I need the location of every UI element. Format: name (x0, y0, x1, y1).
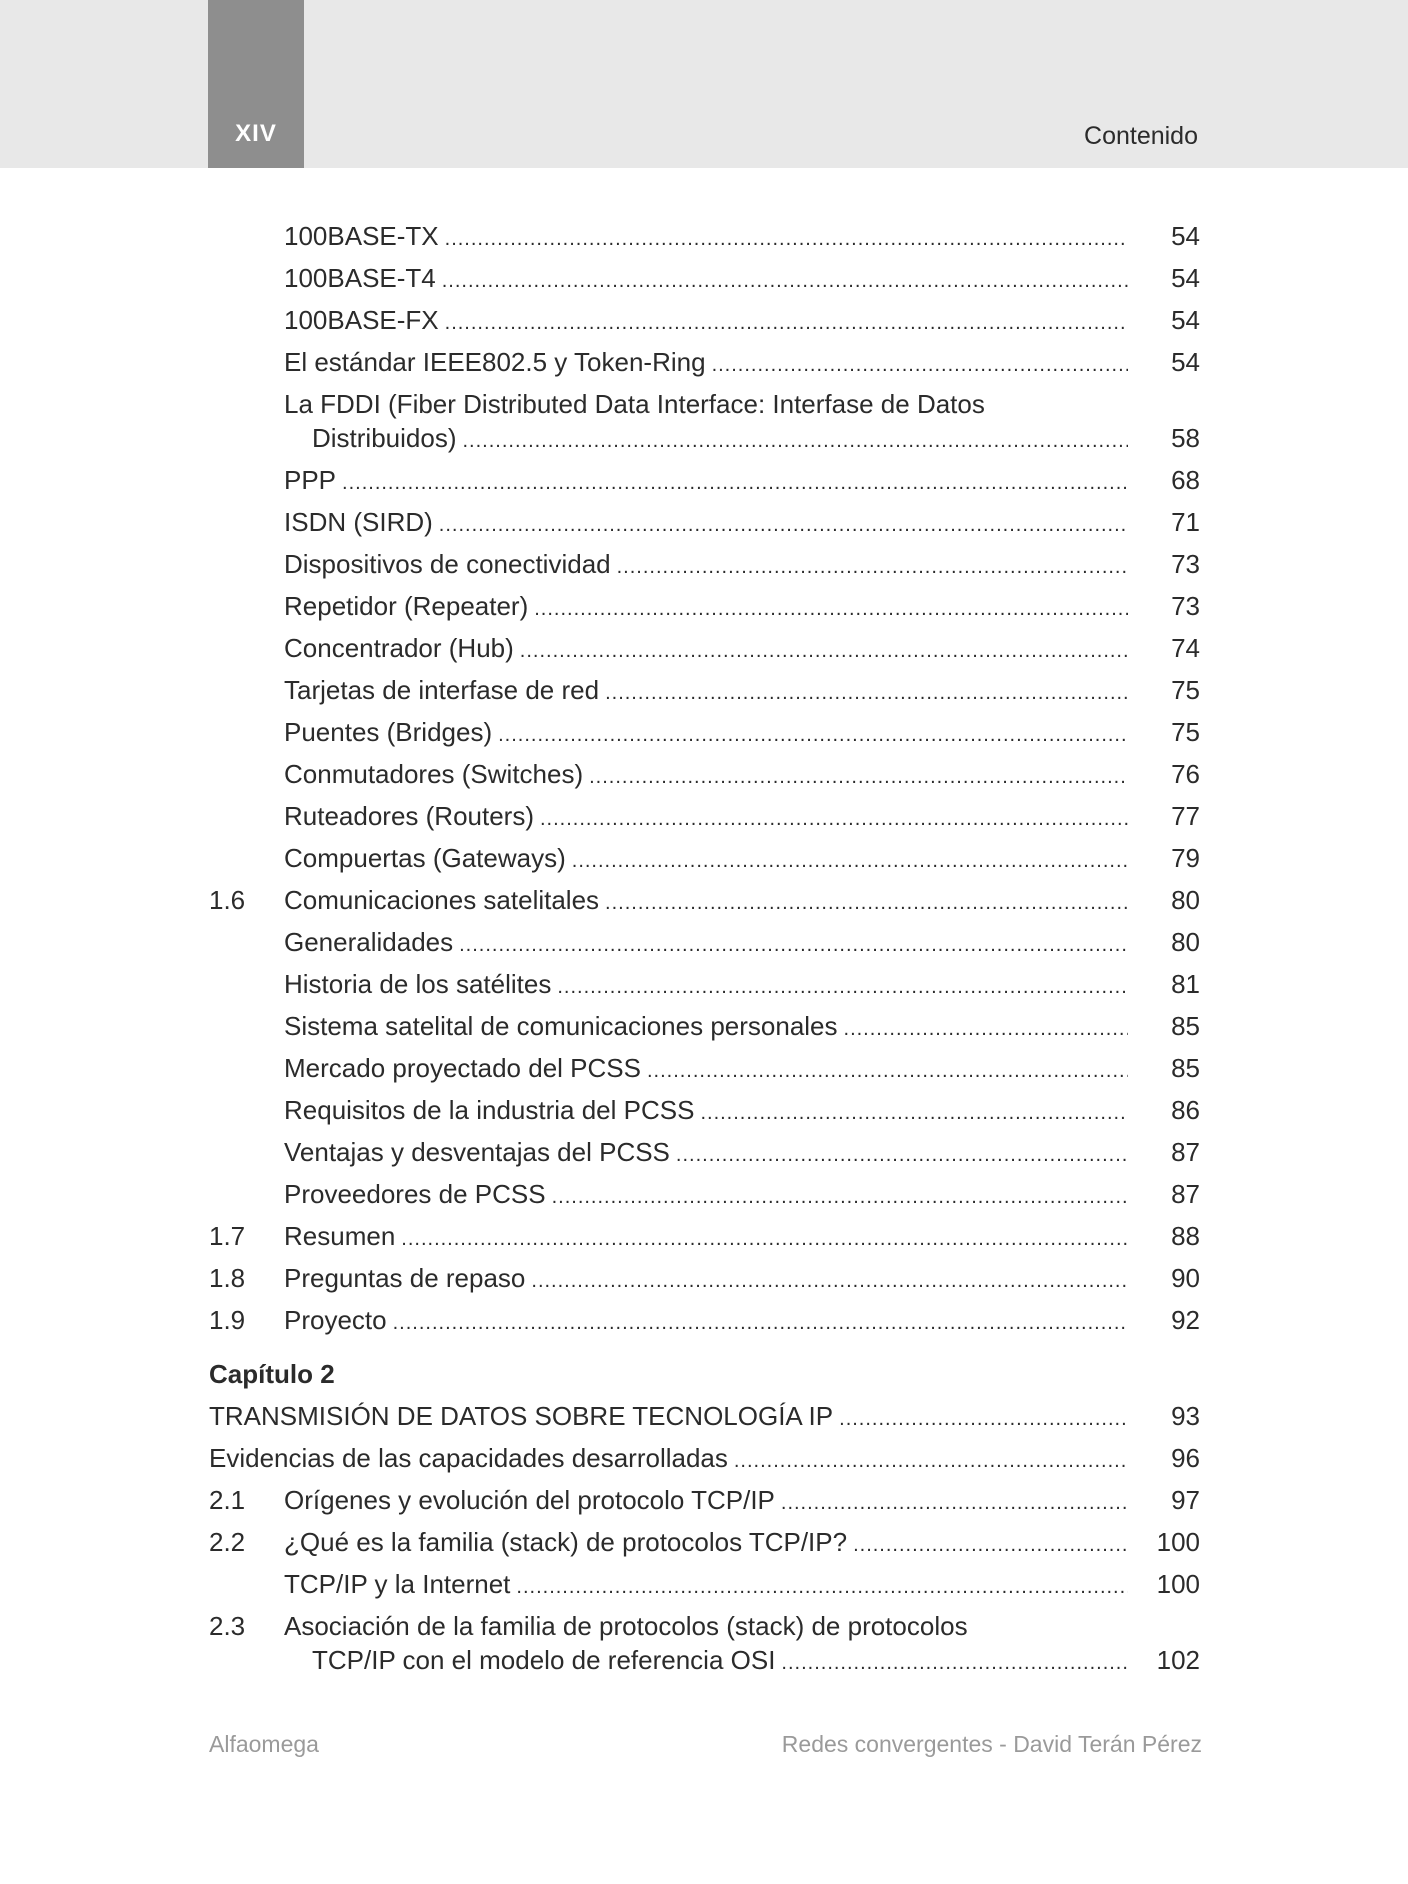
toc-entry-page: 96 (1171, 1443, 1200, 1473)
dot-leader (712, 345, 1128, 385)
dot-leader (459, 925, 1128, 965)
dot-leader (844, 1009, 1128, 1049)
toc-entry-title: Proyecto (284, 1305, 387, 1335)
toc-entry (0, 1006, 1408, 1046)
dot-leader (401, 1219, 1128, 1259)
toc-entry-number: 2.1 (209, 1485, 246, 1515)
toc-entry (0, 1438, 1408, 1478)
dot-leader (442, 261, 1128, 301)
toc-entry (0, 258, 1408, 298)
toc-entry (0, 754, 1408, 794)
toc-entry-page: 80 (1171, 885, 1200, 915)
toc-entry-number: 1.6 (209, 885, 246, 915)
dot-leader (647, 1051, 1128, 1091)
toc-entry-title: 100BASE-T4 (284, 263, 436, 293)
toc-entry-title: Historia de los satélites (284, 969, 552, 999)
dot-leader (700, 1093, 1128, 1133)
toc-entry-title: Generalidades (284, 927, 454, 957)
dot-leader (839, 1399, 1128, 1439)
toc-entry (0, 1258, 1408, 1298)
toc-entry (0, 1480, 1408, 1520)
toc-entry-page: 54 (1171, 305, 1200, 335)
toc-entry-title: Distribuidos) (312, 423, 457, 453)
toc-entry (0, 418, 1408, 458)
toc-entry-title: Ruteadores (Routers) (284, 801, 534, 831)
toc-entry-page: 97 (1171, 1485, 1200, 1515)
toc-entry-title: TCP/IP con el modelo de referencia OSI (312, 1645, 776, 1675)
toc-entry-page: 85 (1171, 1053, 1200, 1083)
toc-entry (0, 300, 1408, 340)
toc-entry (0, 216, 1408, 256)
toc-entry-title: Resumen (284, 1221, 396, 1251)
toc-entry-title: El estándar IEEE802.5 y Token-Ring (284, 347, 706, 377)
toc-entry-title: TRANSMISIÓN DE DATOS SOBRE TECNOLOGÍA IP (209, 1401, 834, 1431)
footer-publisher: Alfaomega (209, 1731, 319, 1757)
toc-entry (0, 502, 1408, 542)
dot-leader (557, 967, 1128, 1007)
toc-entry (0, 1640, 1408, 1680)
toc-entry (0, 628, 1408, 668)
toc-entry-title: 100BASE-TX (284, 221, 439, 251)
toc-entry-title: Preguntas de repaso (284, 1263, 526, 1293)
toc-entry (0, 586, 1408, 626)
toc-entry-title: ¿Qué es la familia (stack) de protocolos TCP/IP? (284, 1527, 848, 1557)
toc-entry (0, 1048, 1408, 1088)
dot-leader (439, 505, 1128, 545)
dot-leader (540, 799, 1128, 839)
dot-leader (393, 1303, 1128, 1343)
running-header-title: Contenido (1084, 122, 1198, 150)
toc-entry-title: Asociación de la familia de protocolos (stack) de protocolos (284, 1611, 968, 1641)
dot-leader (589, 757, 1128, 797)
toc-entry-page: 85 (1171, 1011, 1200, 1041)
toc-entry-title: Comunicaciones satelitales (284, 885, 600, 915)
toc-entry-title: Repetidor (Repeater) (284, 591, 529, 621)
toc-entry-title: 100BASE-FX (284, 305, 439, 335)
toc-entry-title: Mercado proyectado del PCSS (284, 1053, 641, 1083)
toc-entry-title: Tarjetas de interfase de red (284, 675, 600, 705)
dot-leader (605, 883, 1128, 923)
toc-entry-title: ISDN (SIRD) (284, 507, 433, 537)
dot-leader (605, 673, 1128, 713)
toc-entry-title: Dispositivos de conectividad (284, 549, 611, 579)
toc-entry (0, 838, 1408, 878)
toc-entry-page: 77 (1171, 801, 1200, 831)
toc-entry-page: 54 (1171, 263, 1200, 293)
toc-entry-page: 92 (1171, 1305, 1200, 1335)
toc-entry-number: 1.7 (209, 1221, 246, 1251)
dot-leader (531, 1261, 1128, 1301)
dot-leader (572, 841, 1128, 881)
toc-entry-page: 73 (1171, 591, 1200, 621)
dot-leader (520, 631, 1128, 671)
toc-entry-number: 1.8 (209, 1263, 246, 1293)
dot-leader (853, 1525, 1128, 1565)
toc-entry (0, 1396, 1408, 1436)
toc-entry-page: 87 (1171, 1137, 1200, 1167)
toc-entry-page: 68 (1171, 465, 1200, 495)
toc-entry-title: Puentes (Bridges) (284, 717, 493, 747)
toc-entry-title: Compuertas (Gateways) (284, 843, 566, 873)
toc-entry-number: 1.9 (209, 1305, 246, 1335)
toc-entry (0, 1300, 1408, 1340)
dot-leader (617, 547, 1128, 587)
page-number: XIV (235, 120, 277, 147)
toc-entry (0, 964, 1408, 1004)
toc-entry-page: 54 (1171, 221, 1200, 251)
toc-entry (0, 880, 1408, 920)
toc-entry (0, 1090, 1408, 1130)
toc-entry-page: 80 (1171, 927, 1200, 957)
toc-entry (0, 1564, 1408, 1604)
toc-entry (0, 1174, 1408, 1214)
toc-entry-page: 88 (1171, 1221, 1200, 1251)
toc-entry-title: La FDDI (Fiber Distributed Data Interface: Interfase de Datos (284, 389, 985, 419)
toc-entry-page: 71 (1171, 507, 1200, 537)
toc-entry-title: TCP/IP y la Internet (284, 1569, 511, 1599)
toc-entry-page: 81 (1171, 969, 1200, 999)
toc-entry-number: 2.2 (209, 1527, 246, 1557)
toc-entry (0, 460, 1408, 500)
dot-leader (534, 589, 1128, 629)
toc-entry-number: 2.3 (209, 1611, 246, 1641)
toc-entry-page: 100 (1156, 1527, 1200, 1557)
dot-leader (676, 1135, 1128, 1175)
toc-entry-page: 54 (1171, 347, 1200, 377)
toc-entry-title: Conmutadores (Switches) (284, 759, 584, 789)
dot-leader (734, 1441, 1128, 1481)
toc-entry-page: 76 (1171, 759, 1200, 789)
dot-leader (445, 219, 1128, 259)
toc-entry-page: 79 (1171, 843, 1200, 873)
toc-entry-title: Ventajas y desventajas del PCSS (284, 1137, 670, 1167)
toc-entry-title: PPP (284, 465, 337, 495)
toc-entry-page: 75 (1171, 675, 1200, 705)
toc-entry (0, 922, 1408, 962)
chapter-heading: Capítulo 2 (209, 1359, 335, 1389)
toc-entry (0, 544, 1408, 584)
toc-entry-page: 75 (1171, 717, 1200, 747)
toc-entry-title: Requisitos de la industria del PCSS (284, 1095, 695, 1125)
toc-entry-title: Sistema satelital de comunicaciones personales (284, 1011, 838, 1041)
toc-entry-title: Concentrador (Hub) (284, 633, 514, 663)
dot-leader (516, 1567, 1128, 1607)
toc-entry (0, 796, 1408, 836)
toc-entry (0, 1522, 1408, 1562)
toc-entry-title: Proveedores de PCSS (284, 1179, 546, 1209)
footer-book-title: Redes convergentes - David Terán Pérez (781, 1731, 1202, 1757)
toc-entry-page: 86 (1171, 1095, 1200, 1125)
toc-entry (0, 1216, 1408, 1256)
dot-leader (498, 715, 1128, 755)
dot-leader (463, 421, 1129, 461)
toc-entry-page: 102 (1156, 1645, 1200, 1675)
toc-entry (0, 342, 1408, 382)
toc-entry-page: 73 (1171, 549, 1200, 579)
toc-entry-title: Orígenes y evolución del protocolo TCP/IP (284, 1485, 775, 1515)
toc-entry-page: 90 (1171, 1263, 1200, 1293)
toc-entry (0, 1132, 1408, 1172)
dot-leader (781, 1483, 1128, 1523)
toc-entry-page: 58 (1171, 423, 1200, 453)
toc-entry-page: 87 (1171, 1179, 1200, 1209)
toc-entry-page: 100 (1156, 1569, 1200, 1599)
toc-entry-page: 93 (1171, 1401, 1200, 1431)
dot-leader (552, 1177, 1128, 1217)
toc-entry-title: Evidencias de las capacidades desarrolladas (209, 1443, 728, 1473)
toc-entry (0, 670, 1408, 710)
dot-leader (445, 303, 1128, 343)
toc-entry-page: 74 (1171, 633, 1200, 663)
toc-entry (0, 712, 1408, 752)
dot-leader (342, 463, 1128, 503)
dot-leader (781, 1643, 1128, 1683)
